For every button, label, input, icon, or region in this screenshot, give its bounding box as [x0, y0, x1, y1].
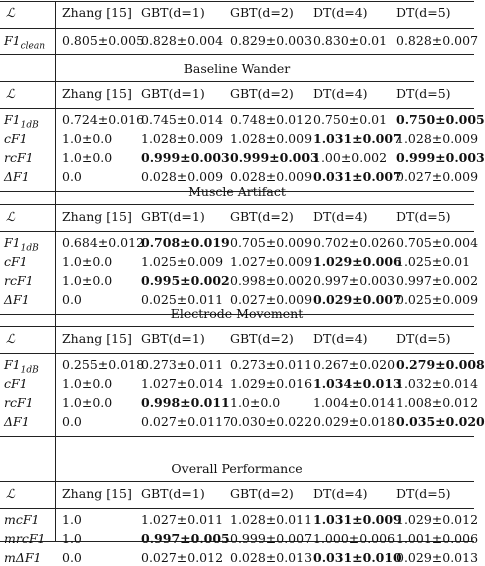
- row-metric-label: [4, 550, 42, 566]
- section-title-rule: [0, 204, 474, 205]
- table-cell: 1.027±0.014: [141, 376, 224, 391]
- table-cell: 1.025±0.01: [396, 254, 471, 269]
- table-cell: 0.828±0.007: [396, 33, 479, 48]
- metric-name: mΔF1: [4, 550, 42, 565]
- loss-symbol: ℒ: [6, 86, 16, 101]
- metric-subscript: 1dB: [20, 120, 39, 131]
- table-cell: 1.028±0.009: [230, 131, 313, 146]
- metric-subscript: clean: [20, 41, 46, 52]
- table-cell: 1.0±0.0: [62, 131, 113, 146]
- table-cell: 0.0: [62, 550, 82, 565]
- column-header: DT(d=4): [313, 86, 368, 101]
- table-cell: 0.724±0.016: [62, 112, 145, 127]
- table-cell: 0.028±0.013: [230, 550, 313, 565]
- table-cell: 1.00±0.002: [313, 150, 388, 165]
- metric-name: F1: [4, 112, 21, 127]
- table-cell: 1.001±0.006: [396, 531, 479, 546]
- metric-name: F1: [4, 33, 21, 48]
- section-title: Overall Performance: [171, 461, 303, 476]
- loss-symbol: ℒ: [6, 331, 16, 346]
- metric-name: ΔF1: [4, 414, 30, 429]
- column-header: GBT(d=2): [230, 86, 294, 101]
- best-value-cell: 0.997±0.005: [141, 531, 230, 546]
- table-cell: 1.029±0.016: [230, 376, 313, 391]
- column-header: DT(d=5): [396, 86, 451, 101]
- column-header: Zhang [15]: [62, 86, 132, 101]
- best-value-cell: 0.995±0.002: [141, 273, 230, 288]
- metric-name: ΔF1: [4, 292, 30, 307]
- row-metric-label: [4, 33, 45, 55]
- table-cell: 0.028±0.009: [141, 169, 224, 184]
- best-value-cell: 0.031±0.010: [313, 550, 402, 565]
- metric-name: mrcF1: [4, 531, 46, 546]
- best-value-cell: 0.029±0.007: [313, 292, 402, 307]
- metric-subscript: 1dB: [20, 243, 39, 254]
- row-metric-label: [4, 169, 30, 185]
- table-cell: 0.029±0.013: [396, 550, 479, 565]
- table-cell: 0.830±0.01: [313, 33, 388, 48]
- column-header: Zhang [15]: [62, 5, 132, 20]
- row-metric-label: [4, 414, 30, 430]
- table-cell: 1.004±0.014: [313, 395, 396, 410]
- table-cell: 0.027±0.0117: [141, 414, 231, 429]
- table-cell: 1.027±0.011: [141, 512, 224, 527]
- table-cell: 1.0±0.0: [62, 395, 113, 410]
- table-cell: 0.750±0.01: [313, 112, 388, 127]
- metric-name: rcF1: [4, 273, 34, 288]
- table-cell: 0.027±0.009: [396, 169, 479, 184]
- column-header: DT(d=4): [313, 331, 368, 346]
- column-header: Zhang [15]: [62, 486, 132, 501]
- table-cell: 0.273±0.011: [230, 357, 313, 372]
- column-header: DT(d=5): [396, 5, 451, 20]
- row-metric-label: [4, 531, 45, 547]
- row-metric-label: [4, 273, 34, 289]
- column-header: GBT(d=2): [230, 5, 294, 20]
- column-header: GBT(d=2): [230, 209, 294, 224]
- section-title-rule: [0, 81, 474, 82]
- best-value-cell: 0.708±0.019: [141, 235, 230, 250]
- metric-name: rcF1: [4, 395, 34, 410]
- table-cell: 1.0: [62, 531, 82, 546]
- table-cell: 0.273±0.011: [141, 357, 224, 372]
- best-value-cell: 0.999±0.003: [141, 150, 230, 165]
- best-value-cell: 0.031±0.007: [313, 169, 402, 184]
- table-cell: 0.028±0.009: [230, 169, 313, 184]
- header-rule: [0, 231, 474, 232]
- table-cell: 0.997±0.002: [396, 273, 479, 288]
- table-cell: 0.745±0.014: [141, 112, 224, 127]
- column-header: DT(d=4): [313, 5, 368, 20]
- table-cell: 1.027±0.009: [230, 254, 313, 269]
- column-header: GBT(d=1): [141, 331, 205, 346]
- best-value-cell: 0.998±0.011: [141, 395, 230, 410]
- section-rule: [0, 436, 474, 437]
- table-cell: 1.028±0.009: [396, 131, 479, 146]
- column-header: Zhang [15]: [62, 331, 132, 346]
- best-value-cell: 0.035±0.020: [396, 414, 485, 429]
- table-cell: 0.999±0.007: [230, 531, 313, 546]
- section-title: Muscle Artifact: [188, 184, 286, 199]
- table-cell: 0.025±0.011: [141, 292, 224, 307]
- table-cell: 0.267±0.020: [313, 357, 396, 372]
- table-cell: 0.025±0.009: [396, 292, 479, 307]
- section-title-rule: [0, 326, 474, 327]
- best-value-cell: 0.999±0.003: [230, 150, 319, 165]
- column-header: DT(d=5): [396, 486, 451, 501]
- metric-name: F1: [4, 235, 21, 250]
- section-title: Baseline Wander: [183, 61, 291, 76]
- column-header: DT(d=5): [396, 331, 451, 346]
- table-cell: 1.028±0.011: [230, 512, 313, 527]
- column-header: GBT(d=1): [141, 86, 205, 101]
- table-cell: 1.032±0.014: [396, 376, 479, 391]
- table-cell: 1.0±0.0: [62, 150, 113, 165]
- best-value-cell: 0.279±0.008: [396, 357, 485, 372]
- column-header: GBT(d=1): [141, 5, 205, 20]
- row-metric-label: [4, 395, 34, 411]
- loss-symbol: ℒ: [6, 486, 16, 501]
- metric-name: cF1: [4, 131, 28, 146]
- table-cell: 0.748±0.012: [230, 112, 313, 127]
- table-cell: 0.998±0.002: [230, 273, 313, 288]
- metric-name: cF1: [4, 254, 28, 269]
- table-cell: 0.255±0.018: [62, 357, 145, 372]
- table-cell: 0.997±0.003: [313, 273, 396, 288]
- column-header: GBT(d=2): [230, 486, 294, 501]
- row-metric-label: [4, 131, 28, 147]
- best-value-cell: 1.031±0.009: [313, 512, 402, 527]
- table-cell: 1.0±0.0: [62, 376, 113, 391]
- table-cell: 1.0: [62, 512, 82, 527]
- table-cell: 1.029±0.012: [396, 512, 479, 527]
- header-rule: [0, 353, 474, 354]
- table-cell: 1.028±0.009: [141, 131, 224, 146]
- top-rule: [0, 1, 474, 2]
- table-cell: 1.0±0.0: [62, 254, 113, 269]
- best-value-cell: 1.029±0.006: [313, 254, 402, 269]
- column-header: GBT(d=2): [230, 331, 294, 346]
- metric-name: rcF1: [4, 150, 34, 165]
- table-cell: 0.705±0.004: [396, 235, 479, 250]
- row-metric-label: [4, 376, 28, 392]
- metric-subscript: 1dB: [20, 365, 39, 376]
- table-cell: 0.027±0.009: [230, 292, 313, 307]
- table-cell: 0.0: [62, 292, 82, 307]
- metric-name: cF1: [4, 376, 28, 391]
- table-cell: 0.705±0.009: [230, 235, 313, 250]
- table-cell: 1.000±0.006: [313, 531, 396, 546]
- header-rule: [0, 28, 474, 29]
- row-metric-label: [4, 512, 39, 528]
- section-title-rule: [0, 481, 474, 482]
- column-header: DT(d=4): [313, 486, 368, 501]
- table-cell: 0.0: [62, 169, 82, 184]
- column-header: Zhang [15]: [62, 209, 132, 224]
- table-cell: 1.025±0.009: [141, 254, 224, 269]
- best-value-cell: 0.750±0.005: [396, 112, 485, 127]
- table-cell: 0.684±0.012: [62, 235, 145, 250]
- header-rule: [0, 508, 474, 509]
- column-header: GBT(d=1): [141, 486, 205, 501]
- table-cell: 0.702±0.026: [313, 235, 396, 250]
- metric-name: mcF1: [4, 512, 40, 527]
- row-metric-label: [4, 254, 28, 270]
- best-value-cell: 1.034±0.013: [313, 376, 402, 391]
- row-metric-label: [4, 150, 34, 166]
- column-header: DT(d=5): [396, 209, 451, 224]
- loss-symbol: ℒ: [6, 5, 16, 20]
- table-cell: 1.0±0.0: [230, 395, 281, 410]
- table-cell: 1.008±0.012: [396, 395, 479, 410]
- table-cell: 0.805±0.005: [62, 33, 145, 48]
- loss-symbol: ℒ: [6, 209, 16, 224]
- section-rule: [0, 54, 474, 55]
- table-cell: 0.829±0.003: [230, 33, 313, 48]
- best-value-cell: 1.031±0.007: [313, 131, 402, 146]
- column-header: DT(d=4): [313, 209, 368, 224]
- metric-name: F1: [4, 357, 21, 372]
- table-cell: 0.0: [62, 414, 82, 429]
- table-cell: 0.030±0.022: [230, 414, 313, 429]
- section-title: Electrode Movement: [170, 306, 304, 321]
- metric-name: ΔF1: [4, 169, 30, 184]
- column-header: GBT(d=1): [141, 209, 205, 224]
- header-rule: [0, 108, 474, 109]
- table-cell: 0.027±0.012: [141, 550, 224, 565]
- table-cell: 0.029±0.018: [313, 414, 396, 429]
- best-value-cell: 0.999±0.003: [396, 150, 485, 165]
- table-cell: 0.828±0.004: [141, 33, 224, 48]
- table-cell: 1.0±0.0: [62, 273, 113, 288]
